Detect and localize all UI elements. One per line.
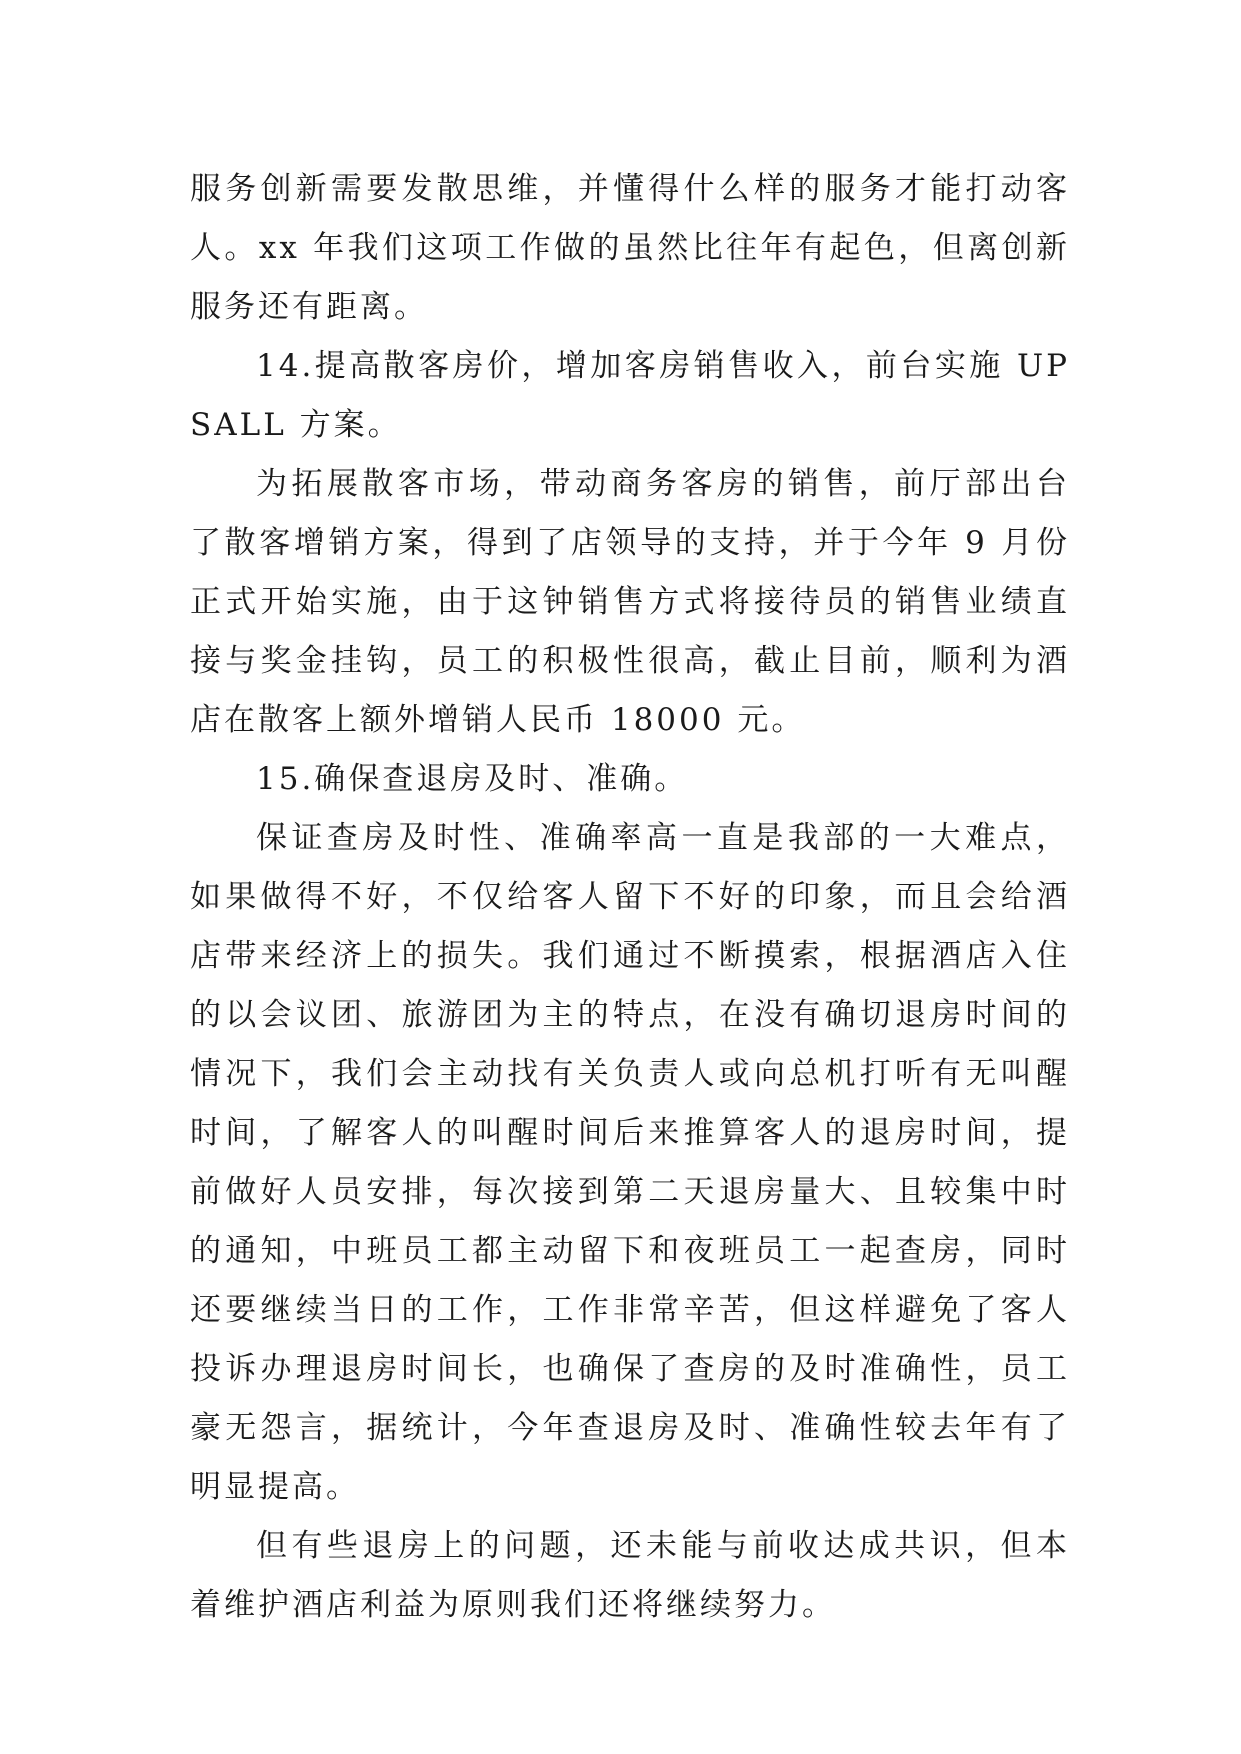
paragraph-checkout-accuracy: 保证查房及时性、准确率高一直是我部的一大难点，如果做得不好，不仅给客人留下不好的印象，而且会给酒店带来经济上的损失。我们通过不断摸索，根据酒店入住的以会议团、旅游团为主的特点，在没有确切退房时间的情况下，我们会主动找有关负责人或向总机打听有无叫醒时间，了解客人的叫醒时间后来推算客人的退房时间，提前做好人员安排，每次接到第二天退房量大、且较集中时的通知，中班员工都主动留下和夜班员工一起查房，同时还要继续当日的工作，工作非常辛苦，但这样避免了客人投诉办理退房时间长，也确保了查房的及时准确性，员工豪无怨言，据统计，今年查退房及时、准确性较去年有了明显提高。: [190, 820, 1070, 1505]
document-body: [190, 160, 1070, 1635]
paragraph-heading-15: 15.确保查退房及时、准确。: [256, 761, 689, 797]
paragraph-heading-14: 14.提高散客房价，增加客房销售收入，前台实施 UP SALL 方案。: [190, 348, 1070, 443]
paragraph-service-innovation: 服务创新需要发散思维，并懂得什么样的服务才能打动客人。xx 年我们这项工作做的虽然比往年有起色，但离创新服务还有距离。: [190, 171, 1070, 325]
paragraph-remaining-issues: 但有些退房上的问题，还未能与前收达成共识，但本着维护酒店利益为原则我们还将继续努力。: [190, 1528, 1070, 1623]
paragraph-upsell-plan: 为拓展散客市场，带动商务客房的销售，前厅部出台了散客增销方案，得到了店领导的支持，并于今年 9 月份正式开始实施，由于这钟销售方式将接待员的销售业绩直接与奖金挂钩，员工的积极性很高，截止目前，顺利为酒店在散客上额外增销人民币 18000 元。: [190, 466, 1070, 738]
